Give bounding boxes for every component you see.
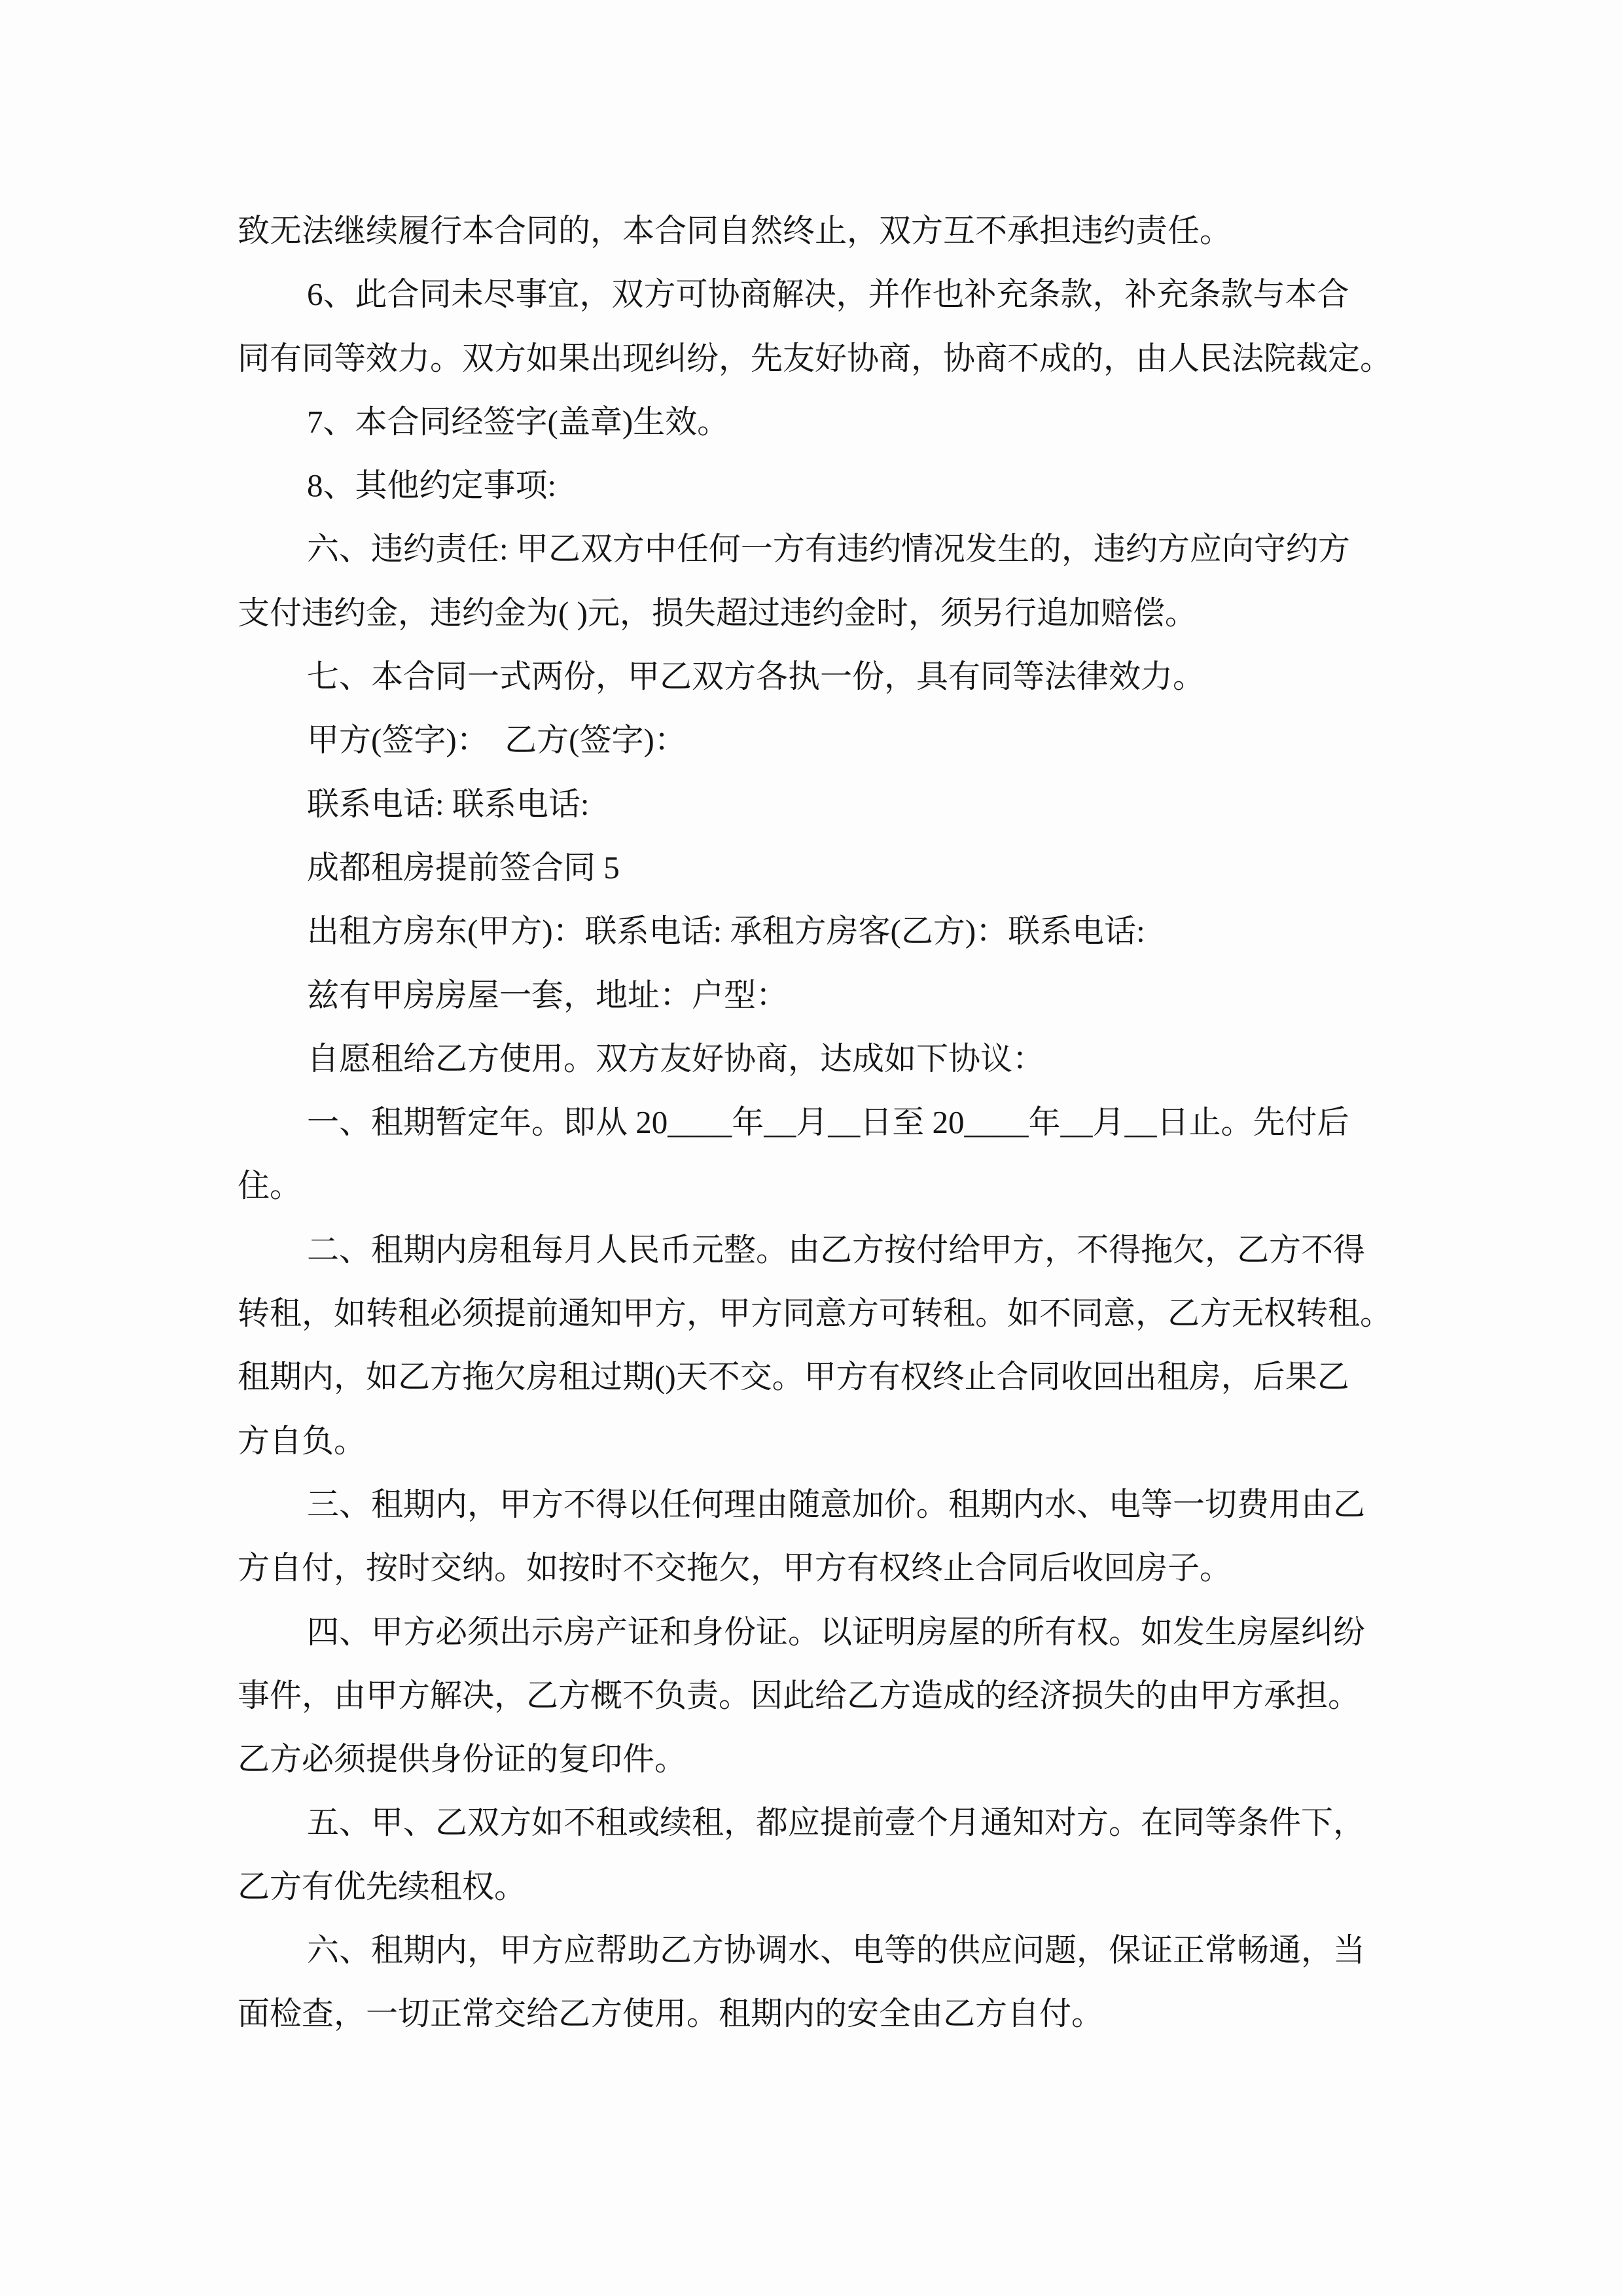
contract-line: 6、此合同未尽事宜，双方可协商解决，并作也补充条款，补充条款与本合 xyxy=(307,276,1349,313)
contract-line: 乙方有优先续租权。 xyxy=(238,1868,527,1905)
contract-line: 四、甲方必须出示房产证和身份证。以证明房屋的所有权。如发生房屋纠纷 xyxy=(307,1613,1366,1650)
section-title-line: 成都租房提前签合同 5 xyxy=(307,849,620,886)
contract-line: 租期内，如乙方拖欠房租过期()天不交。甲方有权终止合同收回出租房，后果乙 xyxy=(238,1359,1349,1395)
contact-phone-line: 联系电话: 联系电话: xyxy=(307,785,590,822)
contract-line: 支付违约金，违约金为( )元，损失超过违约金时，须另行追加赔偿。 xyxy=(238,594,1197,631)
contract-line: 方自负。 xyxy=(238,1422,366,1459)
contract-line: 乙方必须提供身份证的复印件。 xyxy=(238,1741,687,1778)
contract-line: 六、租期内，甲方应帮助乙方协调水、电等的供应问题，保证正常畅通，当 xyxy=(307,1932,1366,1969)
contract-line: 同有同等效力。双方如果出现纠纷，先友好协商，协商不成的，由人民法院裁定。 xyxy=(238,340,1393,376)
contract-line: 7、本合同经签字(盖章)生效。 xyxy=(307,403,730,440)
contract-line: 二、租期内房租每月人民币元整。由乙方按付给甲方，不得拖欠，乙方不得 xyxy=(307,1231,1366,1268)
contract-line: 自愿租给乙方使用。双方友好协商，达成如下协议： xyxy=(307,1040,1045,1077)
contract-line: 方自付，按时交纳。如按时不交拖欠，甲方有权终止合同后收回房子。 xyxy=(238,1550,1232,1587)
contract-line: 8、其他约定事项: xyxy=(307,467,557,504)
contract-line: 六、违约责任: 甲乙双方中任何一方有违约情况发生的，违约方应向守约方 xyxy=(307,531,1350,567)
contract-line: 兹有甲房房屋一套，地址：户型： xyxy=(307,977,789,1013)
contract-line: 事件，由甲方解决，乙方概不负责。因此给乙方造成的经济损失的由甲方承担。 xyxy=(238,1677,1361,1713)
contract-line: 面检查，一切正常交给乙方使用。租期内的安全由乙方自付。 xyxy=(238,1996,1104,2032)
contract-line: 三、租期内，甲方不得以任何理由随意加价。租期内水、电等一切费用由乙 xyxy=(307,1486,1366,1522)
contract-line: 七、本合同一式两份，甲乙双方各执一份，具有同等法律效力。 xyxy=(307,658,1205,695)
contract-line: 五、甲、乙双方如不租或续租，都应提前壹个月通知对方。在同等条件下， xyxy=(307,1804,1366,1841)
contract-line: 一、租期暂定年。即从 20____年__月__日至 20____年__月__日止。先付后 xyxy=(307,1104,1349,1141)
contract-text-block xyxy=(238,199,1393,2046)
contract-line: 住。 xyxy=(238,1168,302,1204)
contract-line: 转租，如转租必须提前通知甲方，甲方同意方可转租。如不同意，乙方无权转租。 xyxy=(238,1295,1393,1332)
parties-line: 出租方房东(甲方)：联系电话: 承租方房客(乙方)：联系电话: xyxy=(307,913,1145,950)
signature-line: 甲方(签字)： 乙方(签字)： xyxy=(307,722,687,759)
contract-line: 致无法继续履行本合同的，本合同自然终止，双方互不承担违约责任。 xyxy=(238,213,1232,249)
